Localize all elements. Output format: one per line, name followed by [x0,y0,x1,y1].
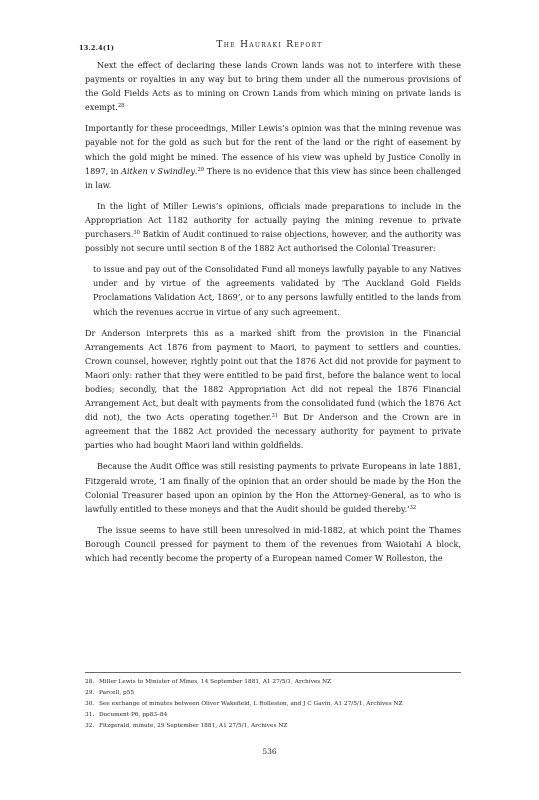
body-text [85,58,461,572]
footnote [85,677,461,688]
footnote [85,710,461,721]
footnote-text: Parcell, p55 [99,690,135,697]
block-quote: to issue and pay out of the Consolidated Fund all moneys lawfully payable to any Natives under and by virtue of the agreements validated by ‘The Auckland Gold Fields Proclamations Validation Act, 1869’, or to any persons lawfully entitled to the lands from which the revenues accrue in virtue of any such agreement. [93,264,461,317]
paragraph: The issue seems to have still been unresolved in mid-1882, at which point the Thames Borough Council pressed for payment to them of the revenues from Waiotahi A block, which had recently become the property of a European named Comer W Rolleston, the [85,524,461,563]
footnote-ref[interactable]: 32 [409,504,417,511]
footnote-ref[interactable]: 29 [197,166,205,173]
section-number: 13.2.4(1) [79,44,115,52]
paragraph: Next the effect of declaring these lands Crown lands was not to interfere with these payments or royalties in any way but to bring them under all the numerous provisions of the Gold Fields Acts as to mining on Crown Lands from which mining on private lands is exempt.$^{28}$ [85,60,461,113]
footnote-divider [85,672,461,673]
paragraph: In the light of Miller Lewis’s opinions, officials made preparations to include in the Appropriation Act 1182 authority for actually paying the mining revenue to private purchasers.$^{30}$ Batkin of Audit continued to raise objections, however, and the authority was possibly not secure until section 8 of the 1882 Act authorised the Colonial Treasurer: [85,200,461,254]
footnote-text: Miller Lewis to Minister of Mines, 14 September 1881, A1 27/5/1, Archives NZ [99,679,332,685]
footnote-ref[interactable]: 28 [117,103,125,110]
running-head: The Hauraki Report [216,40,323,50]
footnote-number: 28. [85,679,95,685]
footnote-text: See exchange of minutes between Oliver Wakefield, L Rolleston, and J C Gavin, A1 27/5/1, Archives NZ [99,701,403,708]
footnote [85,699,461,710]
footnote-number: 31. [85,712,95,719]
footnote [85,688,461,699]
footnote-number: 30. [85,701,95,708]
footnote-ref[interactable]: 30 [133,230,140,237]
footnote-ref[interactable]: 31 [271,413,279,420]
paragraph: Dr Anderson interprets this as a marked shift from the provision in the Financial Arrangements Act 1876 from payment to Maori, to payment to settlers and counties. Crown counsel, however, rightly point out that the 1876 Act did not provide for payment to Maori only: rather that they were entitled to be paid first, before the balance went to local bodies; secondly, that the 1882 Appropriation Act did not repeal the 1876 Financial Arrangement Act, but dealt with payments from the consolidated fund (which the 1876 Act did not), the two Acts operating together.$^{31}$ But Dr Anderson and the Crown are in agreement that the 1882 Act provided the necessary authority for payment to private parties who had bought Maori land within goldfields. [85,327,461,451]
paragraph: Because the Audit Office was still resisting payments to private Europeans in late 1881, Fitzgerald wrote, ‘I am finally of the opinion that an order should be made by the Hon the Colonial Treasurer based upon an opinion by the Hon the Attorney-General, as to who is lawfully entitled to these moneys and that the Audit should be guided thereby.’$^{32}$ [85,461,461,514]
footnote-number: 32. [85,723,95,730]
footnote-text: Document P6, pp83–84 [99,712,168,719]
page-number: 536 [262,747,277,756]
paragraph: Importantly for these proceedings, Miller Lewis’s opinion was that the mining revenue was payable not for the gold as such but for the rent of the land or the right of easement by which the gold might be mined. The essence of his view was upheld by Justice Conolly in 1897, in Aitken v Swindley.$^{29}$ There is no evidence that this view has since been challenged in law. [85,123,461,190]
footnotes [85,677,461,732]
footnote-text: Fitzgerald, minute, 29 September 1881, A1 27/5/1, Archives NZ [99,723,288,730]
footnote [85,721,461,732]
footnote-number: 29. [85,690,95,697]
case-name: Aitken v Swindley [121,165,195,176]
